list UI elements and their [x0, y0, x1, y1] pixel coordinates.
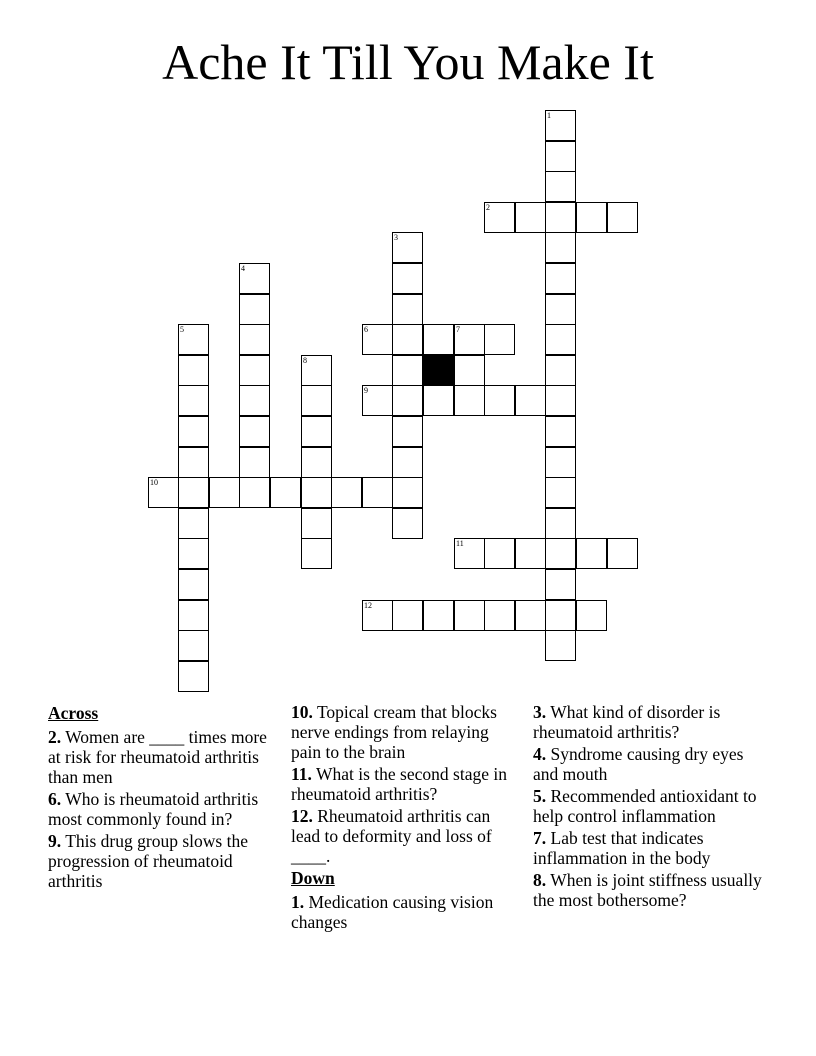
clue-number: 3 [394, 233, 398, 242]
grid-cell[interactable] [301, 538, 332, 569]
clue-number: 7 [456, 325, 460, 334]
grid-cell[interactable] [576, 600, 607, 631]
grid-cell[interactable] [545, 232, 576, 263]
clues-column-3 [533, 702, 765, 912]
grid-cell[interactable] [545, 385, 576, 416]
clue-across-11: 11. What is the second stage in rheumatoid arthritis? [291, 764, 507, 804]
grid-cell[interactable] [484, 538, 515, 569]
across-heading: Across [48, 703, 99, 723]
grid-cell[interactable] [178, 355, 209, 386]
clue-down-4: 4. Syndrome causing dry eyes and mouth [533, 744, 744, 784]
clues-column-1 [48, 702, 280, 893]
clue-number: 9 [364, 386, 368, 395]
grid-cell[interactable] [545, 569, 576, 600]
clue-number: 12 [364, 601, 372, 610]
clue-number: 4 [241, 264, 245, 273]
grid-cell[interactable] [545, 416, 576, 447]
grid-cell[interactable] [545, 263, 576, 294]
grid-cell[interactable] [239, 263, 270, 294]
grid-cell[interactable] [545, 141, 576, 172]
down-heading: Down [291, 868, 335, 888]
clue-across-10: 10. Topical cream that blocks nerve endings from relaying pain to the brain [291, 702, 497, 762]
clue-number: 8 [303, 356, 307, 365]
grid-cell[interactable] [545, 355, 576, 386]
grid-cell[interactable] [270, 477, 301, 508]
grid-cell[interactable] [392, 294, 423, 325]
grid-cell[interactable] [178, 630, 209, 661]
grid-cell[interactable] [545, 294, 576, 325]
grid-cell[interactable] [484, 324, 515, 355]
grid-cell[interactable] [362, 477, 393, 508]
grid-cell[interactable] [515, 600, 546, 631]
grid-cell[interactable] [239, 294, 270, 325]
grid-cell[interactable] [392, 477, 423, 508]
grid-cell[interactable] [178, 661, 209, 692]
grid-cell[interactable] [239, 324, 270, 355]
grid-cell[interactable] [239, 477, 270, 508]
grid-cell[interactable] [545, 171, 576, 202]
puzzle-title: Ache It Till You Make It [162, 34, 654, 90]
clue-across-6: 6. Who is rheumatoid arthritis most commonly found in? [48, 789, 259, 829]
grid-cell[interactable] [178, 447, 209, 478]
black-square [423, 355, 454, 386]
grid-cell[interactable] [239, 355, 270, 386]
grid-cell[interactable] [484, 202, 515, 233]
grid-cell[interactable] [362, 385, 393, 416]
grid-cell[interactable] [301, 477, 332, 508]
grid-cell[interactable] [423, 600, 454, 631]
grid-cell[interactable] [454, 385, 485, 416]
clue-number: 11 [456, 539, 464, 548]
grid-cell[interactable] [148, 477, 179, 508]
grid-cell[interactable] [362, 600, 393, 631]
grid-cell[interactable] [178, 600, 209, 631]
grid-cell[interactable] [392, 416, 423, 447]
clue-across-2: 2. Women are ____ times more at risk for rheumatoid arthritis than men [48, 727, 267, 787]
grid-cell[interactable] [545, 600, 576, 631]
grid-cell[interactable] [239, 385, 270, 416]
grid-cell[interactable] [454, 355, 485, 386]
grid-cell[interactable] [454, 600, 485, 631]
grid-cell[interactable] [301, 416, 332, 447]
grid-cell[interactable] [515, 385, 546, 416]
grid-cell[interactable] [545, 202, 576, 233]
grid-cell[interactable] [392, 355, 423, 386]
grid-cell[interactable] [239, 416, 270, 447]
grid-cell[interactable] [423, 385, 454, 416]
grid-cell[interactable] [515, 202, 546, 233]
grid-cell[interactable] [178, 569, 209, 600]
clue-down-1: 1. Medication causing vision changes [291, 892, 494, 932]
grid-cell[interactable] [576, 538, 607, 569]
grid-cell[interactable] [545, 508, 576, 539]
grid-cell[interactable] [178, 324, 209, 355]
clue-number: 6 [364, 325, 368, 334]
clue-across-9: 9. This drug group slows the progression of rheumatoid arthritis [48, 831, 248, 891]
grid-cell[interactable] [178, 385, 209, 416]
clue-down-5: 5. Recommended antioxidant to help control inflammation [533, 786, 757, 826]
clue-number: 5 [180, 325, 184, 334]
grid-cell[interactable] [178, 508, 209, 539]
grid-cell[interactable] [209, 477, 240, 508]
clue-down-3: 3. What kind of disorder is rheumatoid arthritis? [533, 702, 721, 742]
grid-cell[interactable] [545, 538, 576, 569]
grid-cell[interactable] [392, 508, 423, 539]
grid-cell[interactable] [607, 202, 638, 233]
grid-cell[interactable] [301, 355, 332, 386]
grid-cell[interactable] [178, 477, 209, 508]
grid-cell[interactable] [392, 600, 423, 631]
grid-cell[interactable] [454, 538, 485, 569]
grid-cell[interactable] [178, 416, 209, 447]
grid-cell[interactable] [392, 385, 423, 416]
grid-cell[interactable] [301, 385, 332, 416]
grid-cell[interactable] [301, 447, 332, 478]
grid-cell[interactable] [484, 600, 515, 631]
clue-down-7: 7. Lab test that indicates inflammation in the body [533, 828, 711, 868]
grid-cell[interactable] [362, 324, 393, 355]
grid-cell[interactable] [392, 324, 423, 355]
clue-across-12: 12. Rheumatoid arthritis can lead to deformity and loss of ____. [291, 806, 492, 866]
grid-cell[interactable] [545, 447, 576, 478]
clue-down-8: 8. When is joint stiffness usually the most bothersome? [533, 870, 762, 910]
grid-cell[interactable] [454, 324, 485, 355]
grid-cell[interactable] [331, 477, 362, 508]
grid-cell[interactable] [545, 110, 576, 141]
grid-cell[interactable] [545, 630, 576, 661]
grid-cell[interactable] [178, 538, 209, 569]
clues-column-2 [291, 702, 523, 934]
grid-cell[interactable] [545, 324, 576, 355]
grid-cell[interactable] [545, 477, 576, 508]
clue-number: 10 [150, 478, 158, 487]
grid-cell[interactable] [423, 324, 454, 355]
grid-cell[interactable] [576, 202, 607, 233]
grid-cell[interactable] [515, 538, 546, 569]
grid-cell[interactable] [607, 538, 638, 569]
clue-number: 1 [547, 111, 551, 120]
grid-cell[interactable] [392, 232, 423, 263]
grid-cell[interactable] [239, 447, 270, 478]
clue-number: 2 [486, 203, 490, 212]
grid-cell[interactable] [392, 447, 423, 478]
grid-cell[interactable] [392, 263, 423, 294]
grid-cell[interactable] [301, 508, 332, 539]
grid-cell[interactable] [484, 385, 515, 416]
